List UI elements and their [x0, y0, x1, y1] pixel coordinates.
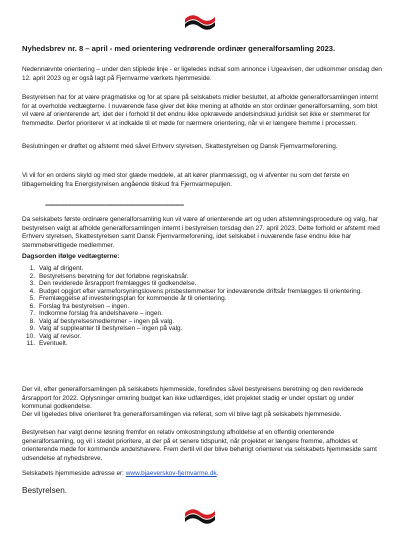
agenda-item: 5. Fremlæggelse af investeringsplan for kommende år til orientering.	[29, 295, 227, 303]
website-prefix: Selskabets hjemmeside adresse er:	[22, 470, 126, 477]
after-agenda-paragraph: Der vil, efter generalforsamlingen på selskabets hjemmeside, forefindes såvel bestyrelsens beretning og den reviderede årsrapport for 2022. Oplysninger omkring budget kan ikke udfærdiges, idet projektet stadig er under opstart og under kommunal godkendelse.	[22, 386, 364, 410]
dashed-separator: --------------------------------------------------------------------------------	[45, 202, 184, 209]
agenda-item: 1. Valg af dirigent.	[29, 265, 84, 272]
website-link[interactable]: www.bjaeverskov-fjernvarme.dk	[125, 470, 217, 477]
newsletter-title: Nyhedsbrev nr. 8 – april - med orientering vedrørende ordinær generalforsamling 2023.	[22, 44, 336, 53]
signoff: Bestyrelsen.	[22, 486, 68, 495]
district-heating-logo-icon	[183, 11, 217, 31]
agenda-item: 6. Forslag fra bestyrelsen – ingen.	[29, 302, 130, 310]
announcement-paragraph: Da selskabets første ordinære generalforsamling kun vil være af orienterende art og uden afstemningsprocedure og valg, har bestyrelsen valgt at afholde generalforsamlingen internt i bestyrelsen torsdag den 27. april 2023. Dette forhold er afstemt med Erhverv styrelsen, Skattestyrelsen samt Dansk Fjernvarmeforening, idet selskabet i nuværende fase endnu ikke har stemmeberettigede medlemmer.	[22, 216, 380, 249]
agenda-item: 11. Eventuelt.	[26, 340, 68, 348]
board-paragraph: Bestyrelsen har for at være pragmatiske og for at spare på selskabets midler besluttet, at afholde generalforsamlingen internt for at overholde vedtægterne. I nuværende fase giver det ikke mening at afholde en stor ordinær generalforsamling, som blot vil være af orienterende art, idet der i forhold til det endnu ikke opkrævede andelsindskud juridisk set ikke er stemmeret for fremmødte. Derfor prioriterer vi at indkalde til et møde for nærmere orientering, når vi er længere fremme i processen.	[22, 94, 379, 127]
agenda-item: 8. Valg af bestyrelsesmedlemmer – ingen på valg.	[29, 317, 175, 325]
intro-paragraph: Nedennævnte orientering – under den stiplede linje - er ligeledes indsat som annonce i Ugeavisen, der udkommer onsdag den 12. april 2023 og er også lagt på Fjernvarme værkets hjemmeside.	[22, 66, 383, 82]
agenda-item: 3. Den reviderede årsrapport fremlægges til godkendelse.	[29, 280, 197, 288]
solution-paragraph: Bestyrelsen har valgt denne løsning fremfor en relativ omkostningstung afholdelse af en offentlig orienterende generalforsamling, og vil i stedet prioritere, at der på et senere tidspunkt, når projektet er længere fremme, afholdes et orienterende møde for kommende andelshavere. Frem dertil vil der blive behørigt orienteret via selskabets hjemmeside samt udsendelse af nyhedsbreve.	[22, 429, 377, 462]
agenda-item: 4. Budget opgjort efter varmeforsyningslovens prisbestemmelser for indeværende driftsår fremlægges til orientering.	[29, 287, 363, 295]
status-paragraph: Vi vil for en ordens skyld og med stor glæde meddele, at alt kører planmæssigt, og vi afventer nu som det første en tilbagemelding fra Energistyrelsen angående tilskud fra Fjernvarmepuljen.	[22, 172, 350, 188]
agenda-item: 10. Valg af revisor.	[26, 332, 82, 340]
minutes-paragraph: Der vil ligeledes blive orienteret fra generalforsamlingen via referat, som vil blive lagt på selskabets hjemmeside.	[22, 411, 342, 418]
agenda-heading: Dagsorden ifølge vedtægterne:	[22, 253, 120, 260]
agenda-item: 7. Indkomne forslag fra andelshavere – ingen.	[29, 310, 163, 318]
website-line	[22, 470, 382, 479]
website-suffix: .	[216, 470, 219, 477]
agenda-item: 2. Bestyrelsens beretning for det forløbne regnskabsår.	[29, 272, 189, 280]
district-heating-logo-icon	[183, 505, 217, 525]
decision-paragraph: Beslutningen er drøftet og afstemt med såvel Erhverv styrelsen, Skattestyrelsen og Dansk Fjernvarmeforening.	[22, 143, 338, 150]
agenda-list	[22, 265, 382, 348]
agenda-item: 9. Valg af suppleanter til bestyrelsen – ingen på valg.	[29, 325, 183, 333]
